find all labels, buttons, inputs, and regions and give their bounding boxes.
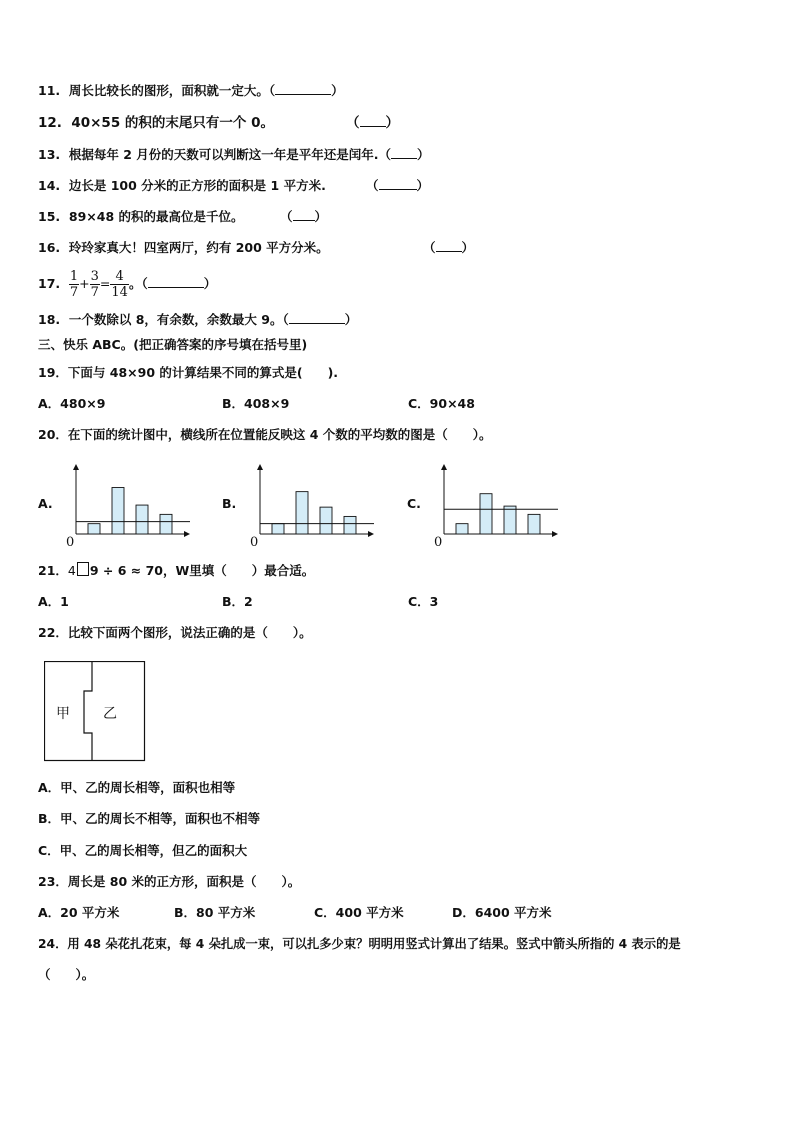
paren-open: （: [366, 178, 379, 193]
question-20: 20．在下面的统计图中，横线所在位置能反映这 4 个数的平均数的图是（ ）。: [38, 427, 492, 442]
chart-label-b[interactable]: B.: [222, 496, 237, 511]
bar-3: [320, 507, 332, 534]
paren-close: ）: [331, 83, 344, 98]
option-b[interactable]: B．甲、乙的周长不相等，面积也不相等: [38, 811, 261, 826]
option-c[interactable]: C．3: [408, 594, 439, 609]
bar-2: [480, 494, 492, 534]
x-axis-arrow: [184, 531, 190, 537]
option-a[interactable]: A．1: [38, 594, 69, 609]
question-12: [38, 115, 274, 131]
bar-4: [528, 514, 540, 534]
paren-open: （: [346, 115, 360, 131]
bar-3: [504, 506, 516, 534]
shape-comparison-figure: [44, 661, 145, 761]
question-text: 一个数除以 8，有余数，余数最大 9。: [68, 312, 283, 327]
question-text: 根据每年 2 月份的天数可以判断这一年是平年还是闰年.: [68, 147, 379, 162]
question-text: 玲玲家真大！四室两厅，约有 200 平方分米。: [68, 240, 329, 255]
bar-1: [272, 524, 284, 534]
question-22: 22．比较下面两个图形，说法正确的是（ ）。: [38, 625, 312, 640]
label-yi: 乙: [103, 706, 117, 722]
paren-close: ）: [416, 178, 430, 193]
paren-close: ）: [385, 115, 399, 131]
question-number: 13.: [38, 147, 61, 162]
answer-blank[interactable]: [360, 115, 386, 127]
question-number: 16.: [38, 240, 61, 255]
option-c[interactable]: C．400 平方米: [314, 905, 404, 920]
option-b[interactable]: B．408×9: [222, 396, 290, 411]
label-jia: 甲: [56, 706, 70, 722]
question-15-answer: [280, 209, 327, 225]
chart-b: [246, 462, 376, 550]
paren-close: ）: [203, 276, 217, 291]
paren-close: ）: [344, 312, 358, 327]
paren-close: ）: [314, 209, 328, 224]
numerator: 4: [110, 269, 129, 285]
bar-chart-a: [62, 462, 192, 550]
question-number: 14.: [38, 178, 61, 193]
question-number: 21．: [38, 563, 68, 578]
option-c[interactable]: C．甲、乙的周长相等，但乙的面积大: [38, 843, 248, 858]
question-24: 24．用 48 朵花扎花束，每 4 朵扎成一束，可以扎多少束？明明用竖式计算出了结果。竖式中箭头所指的 4 表示的是: [38, 937, 681, 951]
bar-1: [88, 524, 100, 534]
question-17: [38, 268, 216, 304]
question-16-answer: [423, 240, 474, 256]
plus-sign: +: [79, 276, 90, 291]
x-axis-arrow: [552, 531, 558, 537]
question-text: 89×48 的积的最高位是千位。: [68, 209, 244, 224]
y-axis-arrow: [73, 464, 79, 470]
question-number: 12.: [38, 115, 62, 131]
question-11: [38, 83, 344, 99]
y-axis-arrow: [257, 464, 263, 470]
fraction-four-fourteenths: [110, 269, 129, 300]
option-a[interactable]: A．甲、乙的周长相等，面积也相等: [38, 780, 236, 795]
question-24-answer: （ ）。: [38, 967, 95, 982]
paren-open: （: [282, 312, 289, 327]
chart-c: [430, 462, 560, 550]
denominator: 14: [111, 285, 128, 300]
paren-open: （: [280, 209, 293, 224]
bar-3: [136, 505, 148, 534]
paren-open: （: [268, 83, 276, 98]
period: 。: [128, 276, 142, 291]
option-d[interactable]: D．6400 平方米: [452, 905, 552, 920]
question-16: [38, 240, 329, 256]
y-axis-arrow: [441, 464, 447, 470]
question-23: 23．周长是 80 米的正方形，面积是（ ）。: [38, 874, 301, 889]
origin-label: 0: [434, 535, 443, 550]
x-axis-arrow: [368, 531, 374, 537]
question-14: [38, 178, 326, 194]
question-21: [38, 562, 314, 579]
answer-blank[interactable]: [289, 312, 345, 324]
option-a[interactable]: A．20 平方米: [38, 905, 120, 920]
question-text: 周长比较长的图形，面积就一定大。: [68, 83, 269, 98]
numerator: 1: [69, 269, 79, 284]
paren-open: （: [423, 240, 436, 255]
question-number: 17.: [38, 276, 61, 291]
answer-blank[interactable]: [391, 147, 417, 159]
option-c[interactable]: C．90×48: [408, 396, 475, 411]
option-b[interactable]: B．80 平方米: [174, 905, 256, 920]
fraction-one-seventh: [69, 269, 79, 300]
bar-2: [296, 492, 308, 534]
paren-close: ）: [461, 240, 475, 255]
bar-chart-b: [246, 462, 376, 550]
origin-label: 0: [250, 535, 259, 550]
question-18: [38, 312, 357, 328]
answer-blank[interactable]: [379, 178, 417, 190]
bar-4: [160, 514, 172, 534]
chart-a: [62, 462, 192, 550]
expr-digit: 4: [67, 563, 76, 578]
question-12-answer: [346, 115, 399, 131]
option-a[interactable]: A．480×9: [38, 396, 106, 411]
question-number: 18.: [38, 312, 61, 327]
equals-sign: =: [99, 276, 111, 291]
question-text: 边长是 100 分米的正方形的面积是 1 平方米.: [68, 178, 326, 193]
fraction-three-sevenths: [90, 269, 100, 300]
paren-open: （: [378, 147, 392, 162]
question-19: 19．下面与 48×90 的计算结果不同的算式是( ).: [38, 365, 339, 380]
denominator: 7: [90, 285, 99, 300]
bar-2: [112, 488, 124, 535]
answer-blank[interactable]: [436, 240, 462, 252]
bar-1: [456, 524, 468, 534]
question-number: 11.: [38, 83, 61, 98]
question-13: [38, 147, 430, 163]
numerator: 3: [90, 269, 99, 284]
denominator: 7: [69, 285, 79, 300]
question-number: 15.: [38, 209, 61, 224]
bar-4: [344, 516, 356, 534]
chart-label-a[interactable]: A.: [38, 496, 53, 511]
question-text: 40×55 的积的末尾只有一个 0。: [71, 115, 275, 131]
option-b[interactable]: B．2: [222, 594, 253, 609]
bar-chart-c: [430, 462, 560, 550]
question-text: 9 ÷ 6 ≈ 70，W里填（ ）最合适。: [89, 563, 315, 578]
paren-close: ）: [417, 147, 430, 162]
chart-label-c[interactable]: C.: [407, 496, 421, 511]
question-15: [38, 209, 244, 225]
paren-open: （: [141, 276, 148, 291]
answer-blank[interactable]: [275, 83, 331, 95]
answer-blank[interactable]: [148, 276, 204, 288]
digit-box[interactable]: [77, 562, 89, 576]
answer-blank[interactable]: [293, 209, 315, 221]
question-14-answer: [366, 178, 429, 194]
section-heading: 三、快乐 ABC。(把正确答案的序号填在括号里): [38, 337, 308, 352]
origin-label: 0: [66, 535, 75, 550]
